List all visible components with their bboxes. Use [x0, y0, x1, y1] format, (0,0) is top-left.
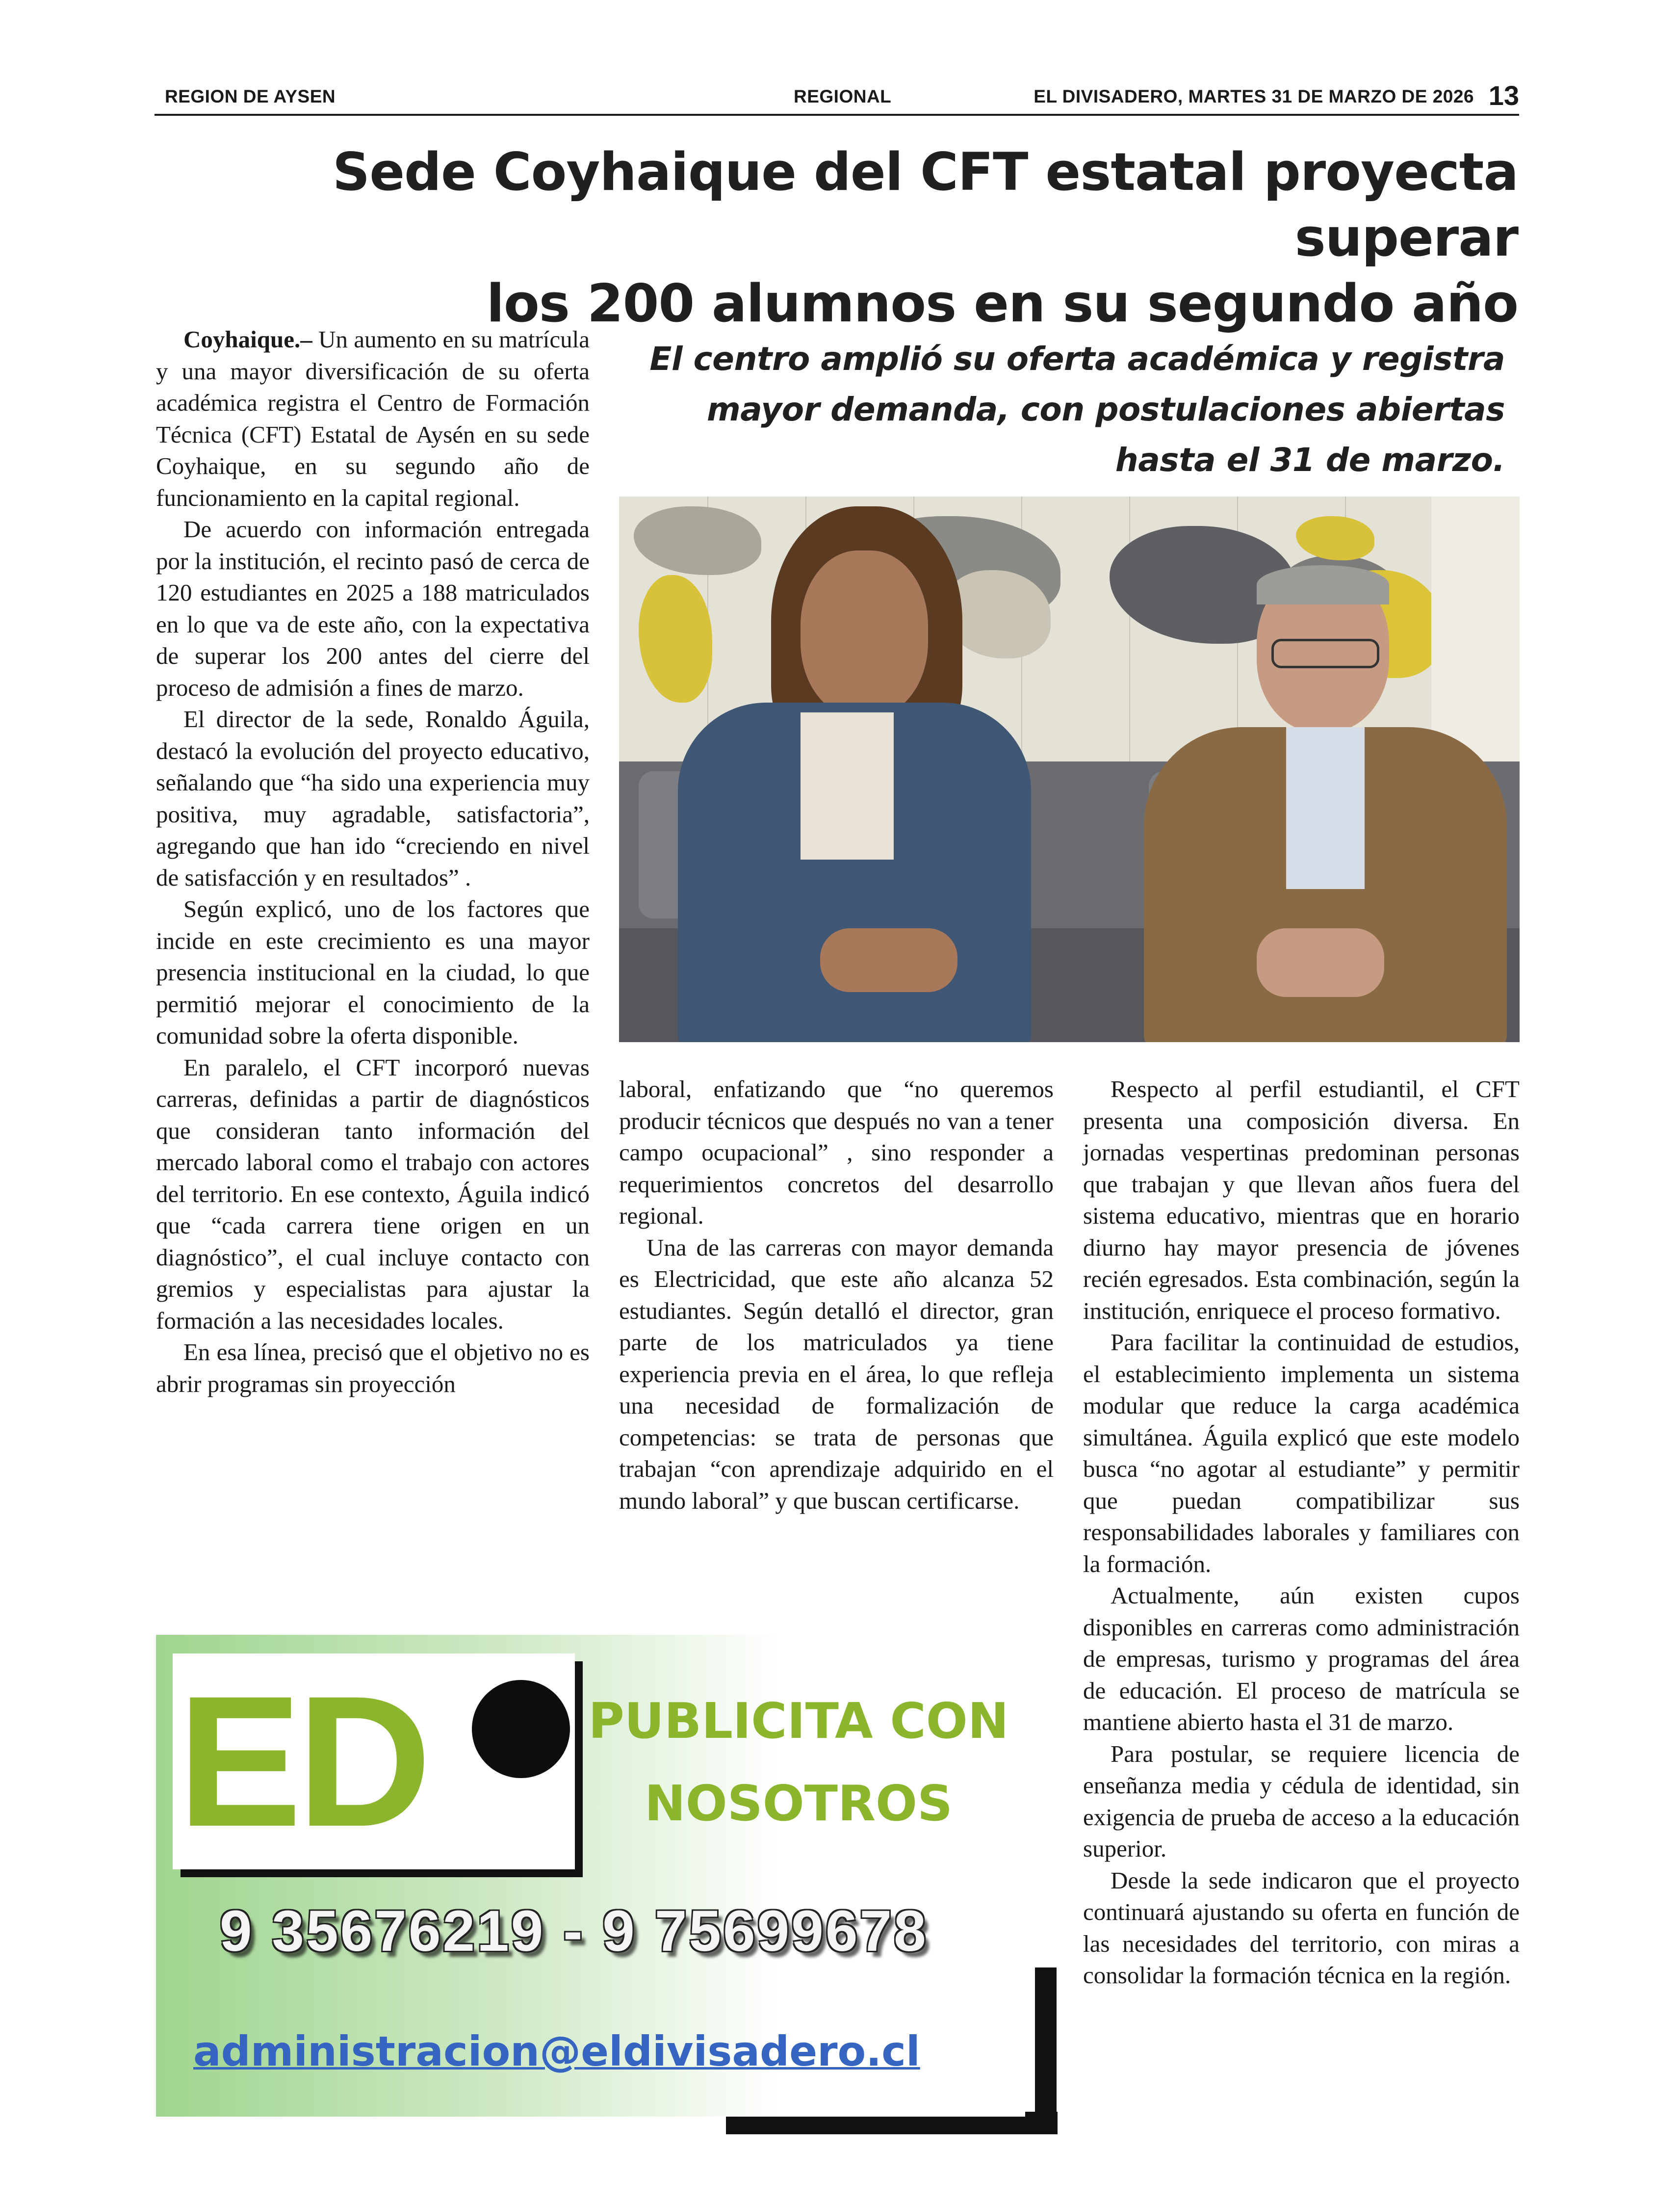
section-label: REGION DE AYSEN: [165, 86, 336, 106]
page-number: 13: [1488, 80, 1519, 111]
paragraph: laboral, enfatizando que “no queremos producir técnicos que después no van a tener campo ocupacional” , sino responder a requerimientos concretos del desarrollo regional.: [619, 1075, 1054, 1229]
paragraph: En esa línea, precisó que el objetivo no es abrir programas sin proyección: [156, 1338, 590, 1397]
paragraph: El director de la sede, Ronaldo Águila, destacó la evolución del proyecto educativo, señalando que “ha sido una experiencia muy positiva, muy agradable, satisfactoria”, agregando que han ido “creciendo en nivel de satisfacción y en resultados” .: [156, 706, 590, 891]
paragraph: Un aumento en su matrícula y una mayor diversificación de su oferta académica registra el Centro de Formación Técnica (CFT) Estatal de Aysén en su sede Coyhaique, en su segundo año de funcionamiento en la capital regional.: [156, 326, 590, 511]
paragraph: De acuerdo con información entregada por la institución, el recinto pasó de cerca de 120 estudiantes en 2025 a 188 matriculados en lo que va de este año, con la expectativa de superar los 200 antes del cierre del proceso de admisión a fines de marzo.: [156, 516, 590, 701]
article-column-3: [1083, 1074, 1520, 1992]
article-headline: [162, 139, 1518, 337]
ad-email-link[interactable]: administracion@eldivisadero.cl: [193, 2027, 920, 2075]
cta-line-2: NOSOTROS: [645, 1775, 953, 1832]
logo-dot-icon: [472, 1680, 570, 1778]
header-divider: [155, 114, 1519, 116]
article-column-1: [156, 324, 590, 1400]
ad-shadow: [1035, 1967, 1057, 2134]
article-photo: [619, 497, 1520, 1042]
ad-logo: [173, 1653, 575, 1869]
paragraph: Una de las carreras con mayor demanda es Electricidad, que este año alcanza 52 estudiantes. Según detalló el director, gran parte de los matriculados ya tiene experiencia previa en el área, lo que refleja una necesidad de formalización de competencias: se trata de personas que trabajan “con aprendizaje adquirido en el mundo laboral” y que buscan certificarse.: [619, 1233, 1054, 1514]
article-subhead: El centro amplió su oferta académica y registra mayor demanda, con postulaciones abiertas hasta el 31 de marzo.: [649, 340, 1505, 479]
cta-line-1: PUBLICITA CON: [588, 1692, 1009, 1750]
ad-phone-numbers: 9 35676219 - 9 75699678: [220, 1899, 928, 1964]
advertisement: [156, 1635, 1025, 2117]
paragraph: Para facilitar la continuidad de estudios, el establecimiento implementa un sistema modular que reduce la carga académica simultánea. Águila explicó que este modelo busca “no agotar al estudiante” y permitir que puedan compatibilizar sus responsabilidades laborales y familiares con la formación.: [1083, 1329, 1520, 1577]
newspaper-dateline: EL DIVISADERO, MARTES 31 DE MARZO DE 2026: [1034, 86, 1474, 106]
ad-call-to-action: [588, 1680, 1009, 1845]
article-column-2: [619, 1074, 1054, 1517]
headline-line-2: los 200 alumnos en su segundo año: [486, 273, 1518, 334]
paragraph: En paralelo, el CFT incorporó nuevas carreras, definidas a partir de diagnósticos que consideran tanto información del mercado laboral como el trabajo con actores del territorio. En ese contexto, Águila indicó que “cada carrera tiene origen en un diagnóstico”, el cual incluye contacto con gremios y especialistas para ajustar la formación a las necesidades locales.: [156, 1053, 590, 1334]
paragraph: Para postular, se requiere licencia de enseñanza media y cédula de identidad, sin exigencia de prueba de acceso a la educación superior.: [1083, 1740, 1520, 1862]
paragraph: Desde la sede indicaron que el proyecto continuará ajustando su oferta en función de las necesidades del territorio, con miras a consolidar la formación técnica en la región.: [1083, 1866, 1520, 1989]
logo-lettering: ED: [178, 1657, 427, 1865]
paragraph: Respecto al perfil estudiantil, el CFT presenta una composición diversa. En jornadas vespertinas predominan personas que trabajan y que llevan años fuera del sistema educativo, mientras que en horario diurno hay mayor presencia de jóvenes recién egresados. Esta combinación, según la institución, enriquece el proceso formativo.: [1083, 1075, 1520, 1324]
article-dateline: Coyhaique.–: [183, 326, 312, 353]
headline-line-1: Sede Coyhaique del CFT estatal proyecta superar: [332, 142, 1518, 268]
paragraph: Según explicó, uno de los factores que incide en este crecimiento es una mayor presencia institucional en la ciudad, lo que permitió mejorar el conocimiento de la comunidad sobre la oferta disponible.: [156, 895, 590, 1049]
section-name: REGIONAL: [794, 86, 892, 106]
paragraph: Actualmente, aún existen cupos disponibles en carreras como administración de empresas, turismo y programas del área de educación. El proceso de matrícula se mantiene abierto hasta el 31 de marzo.: [1083, 1582, 1520, 1735]
